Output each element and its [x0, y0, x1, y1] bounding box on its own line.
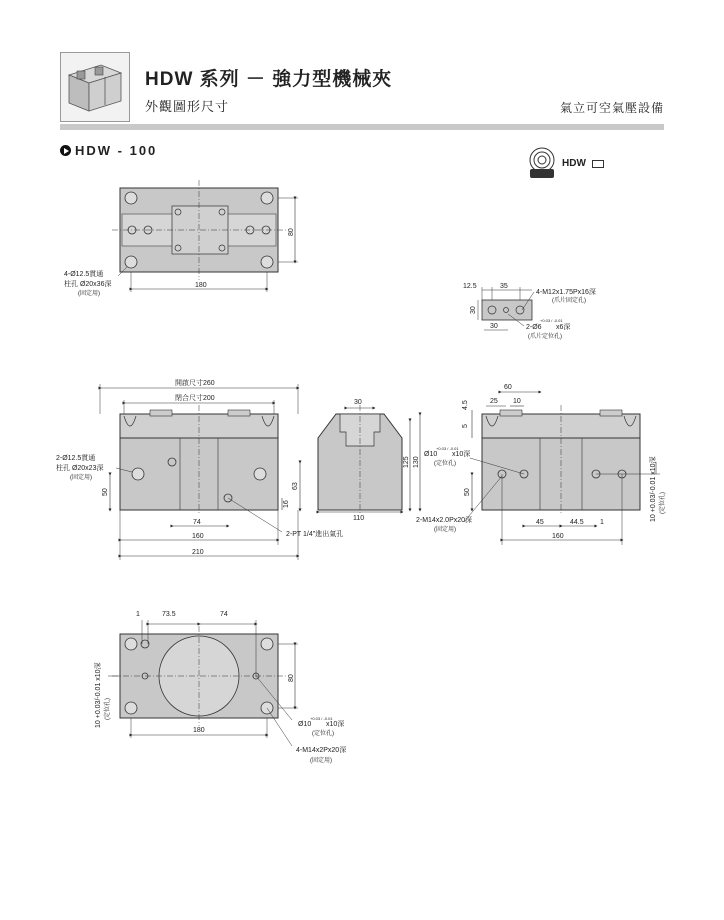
jaw-pin-tol: +0.03 / -0.01 [540, 318, 563, 323]
end-view [464, 392, 660, 545]
bottom-dim-73-5: 73.5 [162, 611, 176, 618]
page-subtitle: 外觀圖形尺寸 [145, 99, 230, 114]
front-note-line2: 柱孔 Ø20x23深 [56, 465, 104, 472]
jaw-pin-depth: x6深 [556, 324, 571, 331]
top-dim-height: 80 [288, 228, 295, 236]
jaw-pin-sub: (爪片定位孔) [528, 334, 562, 340]
end-pin-depth: x10深 [452, 451, 471, 458]
side-dim-110: 110 [353, 515, 365, 522]
top-view [112, 180, 298, 292]
jaw-dim-d: 30 [490, 323, 498, 330]
end-pin-note: Ø10 [424, 451, 438, 458]
bottom-pin-sub: (定位孔) [312, 731, 334, 737]
front-port-note: 2-PT 1/4"進出氣孔 [286, 531, 344, 538]
end-dim-10: 10 [513, 398, 521, 405]
front-dim-50: 50 [102, 488, 109, 496]
bottom-dim-80: 80 [288, 674, 295, 682]
front-dim-63: 63 [292, 482, 299, 490]
end-pin-sub: (定位孔) [434, 461, 456, 467]
bottom-thread-note: 4-M14x2Px20深 [296, 747, 347, 754]
end-dim-44-5: 44.5 [570, 519, 584, 526]
end-dim-50: 50 [464, 488, 471, 496]
end-dim-1: 1 [600, 519, 604, 526]
end-dim-5: 5 [462, 424, 469, 428]
bottom-pin-note: Ø10 [298, 721, 312, 728]
end-dim-45: 45 [536, 519, 544, 526]
front-dim-210: 210 [192, 549, 204, 556]
front-dim-160: 160 [192, 533, 204, 540]
jaw-thread-sub: (爪片固定孔) [552, 298, 586, 304]
side-dim-125: 125 [403, 456, 410, 468]
end-side-pin-sub: (定位孔) [660, 492, 666, 514]
end-dim-160: 160 [552, 533, 564, 540]
bottom-dim-1: 1 [136, 611, 140, 618]
end-dim-4-5: 4.5 [462, 400, 469, 410]
bottom-side-pin-sub: (定位孔) [105, 698, 111, 720]
front-note-line1: 2-Ø12.5貫通 [56, 455, 96, 462]
front-open-stroke: 開啟尺寸260 [175, 380, 215, 387]
bottom-dim-74: 74 [220, 611, 228, 618]
page-title: HDW 系列 － 強力型機械夾 [145, 69, 393, 90]
bottom-thread-sub: (固定用) [310, 758, 332, 764]
bottom-pin-depth: x10深 [326, 721, 345, 728]
front-dim-74: 74 [193, 519, 201, 526]
bottom-pin-tol: +0.03 / -0.01 [310, 716, 333, 721]
end-thread-sub: (固定用) [434, 527, 456, 533]
jaw-thread-note: 4-M12x1.75Px16深 [536, 289, 596, 296]
top-note-line2: 柱孔 Ø20x36深 [64, 281, 112, 288]
end-dim-25: 25 [490, 398, 498, 405]
bottom-dim-180: 180 [193, 727, 205, 734]
front-note-line3: (固定用) [70, 475, 92, 481]
jaw-dim-a: 12.5 [463, 283, 477, 290]
front-dim-16: 16 [283, 500, 290, 508]
top-note-line3: (固定用) [78, 291, 100, 297]
company-tag: 氣立可空氣壓設備 [559, 101, 664, 115]
end-side-pin-note: 10 +0.03/-0.01 x10深 [650, 456, 657, 522]
model-label: HDW - 100 [75, 143, 158, 158]
jaw-dim-b: 35 [500, 283, 508, 290]
bottom-side-pin-note: 10 +0.03/-0.01 x10深 [95, 662, 102, 728]
end-pin-tol: +0.03 / -0.01 [436, 446, 459, 451]
hdw-badge-label: HDW [562, 158, 586, 169]
top-note-line1: 4-Ø12.5貫通 [64, 271, 104, 278]
top-dim-width: 180 [195, 282, 207, 289]
jaw-pin-note: 2-Ø6 [526, 324, 542, 331]
side-dim-30: 30 [354, 399, 362, 406]
front-close-stroke: 閉合尺寸200 [175, 395, 215, 402]
jaw-dim-c: 30 [470, 306, 477, 314]
end-thread-note: 2-M14x2.0Px20深 [416, 517, 473, 524]
side-dim-130: 130 [413, 456, 420, 468]
end-dim-60: 60 [504, 384, 512, 391]
